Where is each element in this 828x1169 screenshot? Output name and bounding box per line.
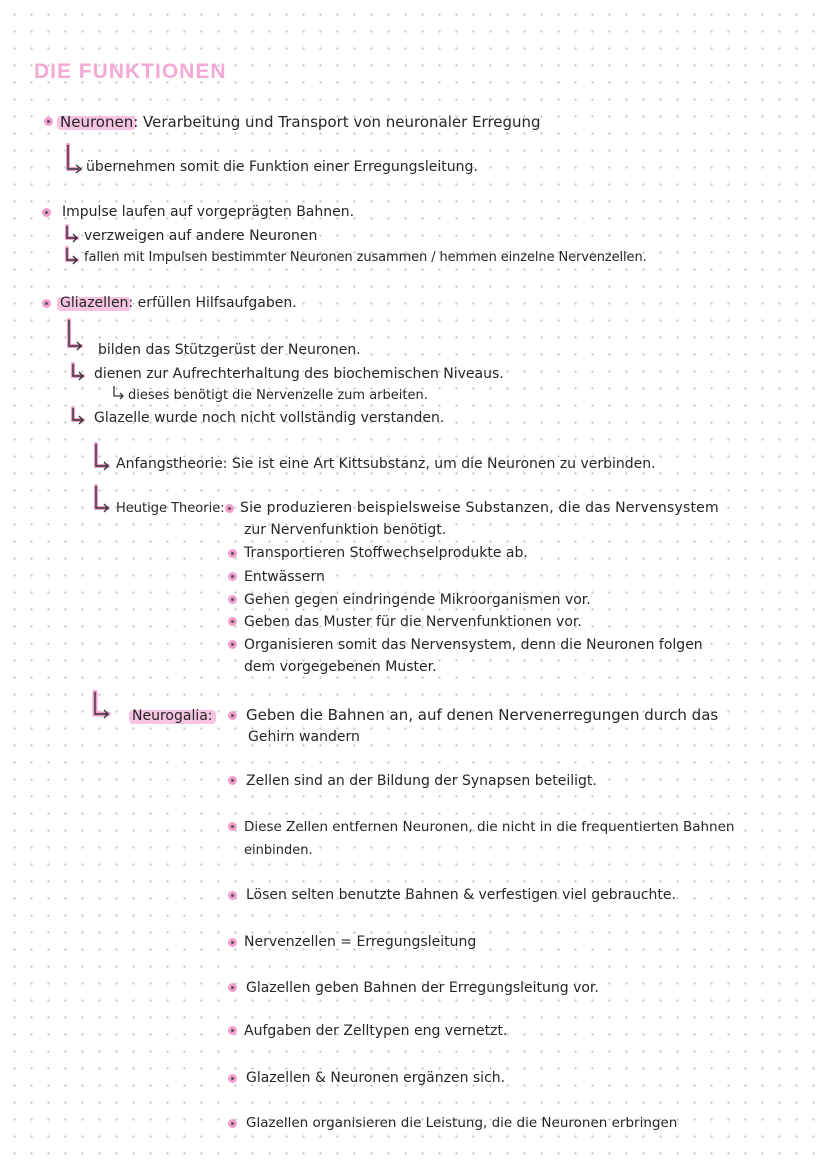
arrow-icon [88, 690, 118, 724]
note-line: Gehirn wandern [248, 729, 360, 745]
note-line: Diese Zellen entfernen Neuronen, die nicht in die frequentierten Bahnen [244, 819, 735, 835]
bullet-dot [228, 640, 237, 649]
note-line: einbinden. [244, 843, 313, 858]
term-neurogalia: Neurogalia: [132, 708, 213, 724]
bullet-dot [228, 776, 237, 785]
note-line: Nervenzellen = Erregungsleitung [244, 934, 477, 950]
bullet-dot [228, 711, 237, 720]
bullet-dot [228, 595, 237, 604]
note-line: verzweigen auf andere Neuronen [84, 228, 318, 244]
arrow-icon [62, 246, 82, 266]
note-line: fallen mit Impulsen bestimmter Neuronen zusammen / hemmen einzelne Nervenzellen. [84, 250, 647, 265]
note-line: Sie produzieren beispielsweise Substanzen, die das Nervensystem [240, 500, 719, 516]
note-line: Gehen gegen eindringende Mikroorganismen vor. [244, 592, 591, 608]
bullet-dot [228, 822, 237, 831]
note-text: : Verarbeitung und Transport von neuronaler Erregung [133, 113, 541, 131]
note-line: Organisieren somit das Nervensystem, denn die Neuronen folgen [244, 637, 703, 653]
bullet-dot [42, 299, 51, 308]
note-line-neuronen [60, 113, 541, 131]
note-line: Transportieren Stoffwechselprodukte ab. [244, 545, 528, 561]
bullet-dot [44, 117, 53, 126]
page-title: DIE FUNKTIONEN [34, 60, 227, 83]
arrow-icon [68, 362, 88, 382]
bullet-dot [42, 208, 51, 217]
note-line: Glazellen & Neuronen ergänzen sich. [246, 1070, 506, 1086]
note-line: Glazellen organisieren die Leistung, die die Neuronen erbringen [246, 1115, 678, 1131]
bullet-dot [228, 572, 237, 581]
note-line: dienen zur Aufrechterhaltung des biochemischen Niveaus. [94, 366, 504, 382]
note-line: dem vorgegebenen Muster. [244, 659, 437, 675]
bullet-dot [228, 549, 237, 558]
bullet-dot [228, 891, 237, 900]
note-line: Aufgaben der Zelltypen eng vernetzt. [244, 1023, 508, 1039]
arrow-icon [90, 484, 114, 516]
note-text: : erfüllen Hilfsaufgaben. [128, 295, 297, 311]
arrow-icon [62, 224, 82, 244]
bullet-dot [228, 983, 237, 992]
theory-label: Heutige Theorie: [116, 501, 225, 516]
neurogalia-label [132, 707, 213, 725]
term-gliazellen: Gliazellen [60, 295, 129, 311]
note-line: Lösen selten benutzte Bahnen & verfestigen viel gebrauchte. [246, 887, 676, 903]
note-line: dieses benötigt die Nervenzelle zum arbeiten. [128, 388, 428, 403]
bullet-dot [228, 617, 237, 626]
note-line-gliazellen [60, 294, 297, 312]
note-line: Zellen sind an der Bildung der Synapsen beteiligt. [246, 773, 597, 789]
note-line: Geben das Muster für die Nervenfunktionen vor. [244, 614, 582, 630]
note-line: bilden das Stützgerüst der Neuronen. [98, 342, 361, 358]
note-line: zur Nervenfunktion benötigt. [244, 522, 447, 538]
note-line: übernehmen somit die Funktion einer Erregungsleitung. [86, 159, 478, 175]
arrow-icon [90, 442, 114, 474]
note-line: Entwässern [244, 569, 325, 585]
bullet-dot [228, 938, 237, 947]
note-line: Glazelle wurde noch nicht vollständig verstanden. [94, 410, 445, 426]
note-line: Impulse laufen auf vorgeprägten Bahnen. [62, 204, 355, 220]
arrow-icon [64, 143, 84, 175]
arrow-icon [68, 406, 88, 426]
bullet-dot [228, 1119, 237, 1128]
arrow-icon [110, 384, 128, 402]
note-line: Glazellen geben Bahnen der Erregungsleitung vor. [246, 980, 599, 996]
arrow-icon [64, 318, 86, 354]
bullet-dot [228, 1026, 237, 1035]
note-line: Geben die Bahnen an, auf denen Nervenerregungen durch das [246, 706, 719, 724]
bullet-dot [225, 504, 234, 513]
bullet-dot [228, 1074, 237, 1083]
note-line: Anfangstheorie: Sie ist eine Art Kittsubstanz, um die Neuronen zu verbinden. [116, 456, 656, 472]
term-neuronen: Neuronen [60, 113, 134, 131]
